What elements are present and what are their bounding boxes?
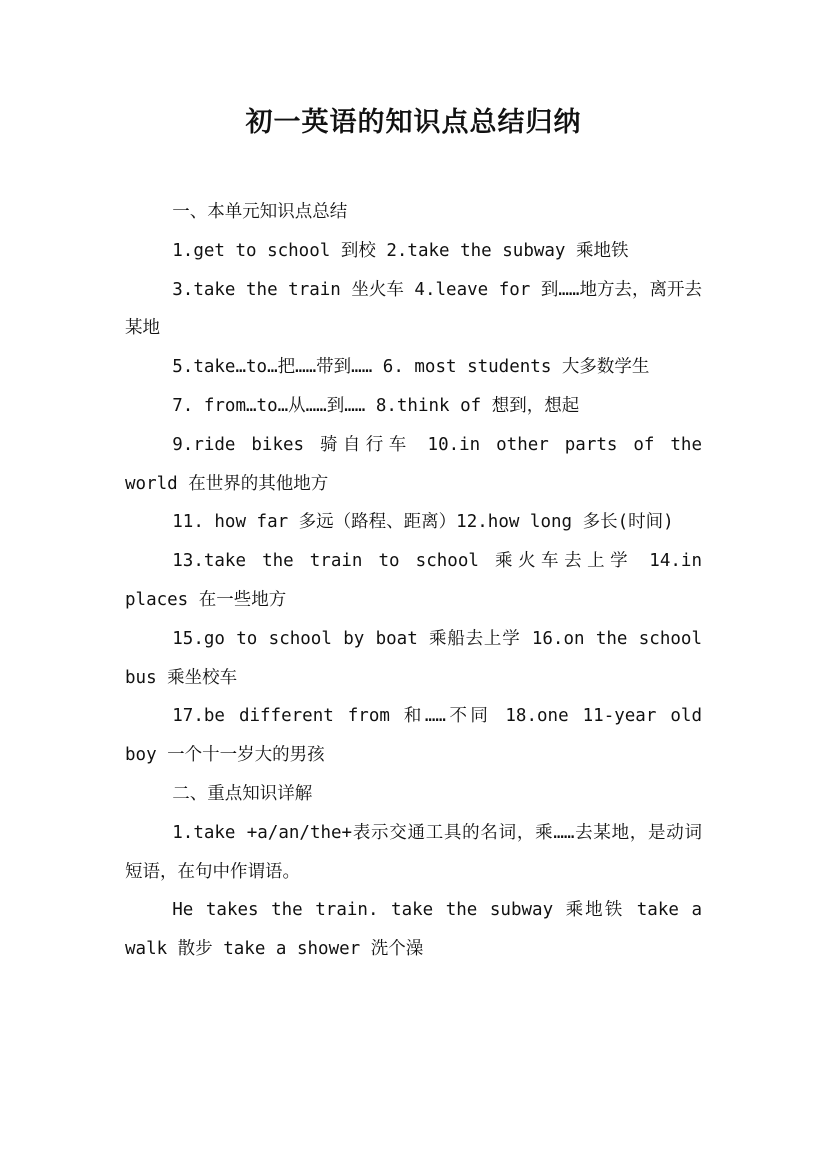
section-heading: 一、本单元知识点总结: [172, 202, 348, 222]
paragraph: 11. how far 多远（路程、距离）12.how long 多长(时间): [172, 512, 674, 533]
paragraph: 9.ride bikes 骑自行车 10.in other parts of the world 在世界的其他地方: [125, 434, 702, 494]
section-heading: 二、重点知识详解: [172, 783, 313, 804]
paragraph: 17.be different from 和……不同 18.one 11-year old boy 一个十一岁大的男孩: [125, 706, 702, 766]
paragraph: 15.go to school by boat 乘船去上学 16.on the school bus 乘坐校车: [125, 628, 702, 688]
paragraph: 5.take…to…把……带到…… 6. most students 大多数学生: [172, 357, 650, 378]
paragraph: 7. from…to…从……到…… 8.think of 想到，想起: [172, 395, 580, 416]
paragraph: 1.get to school 到校 2.take the subway 乘地铁: [172, 240, 629, 261]
paragraph: 13.take the train to school 乘火车去上学 14.in places 在一些地方: [125, 551, 702, 610]
document-body: [125, 193, 702, 969]
paragraph: He takes the train. take the subway 乘地铁 take a walk 散步 take a shower 洗个澡: [125, 900, 702, 960]
document-title: 初一英语的知识点总结归纳: [245, 107, 582, 138]
paragraph: 3.take the train 坐火车 4.leave for 到……地方去，离开去某地: [125, 279, 702, 339]
paragraph: 1.take +a/an/the+表示交通工具的名词，乘……去某地，是动词短语，在句中作谓语。: [125, 822, 702, 882]
